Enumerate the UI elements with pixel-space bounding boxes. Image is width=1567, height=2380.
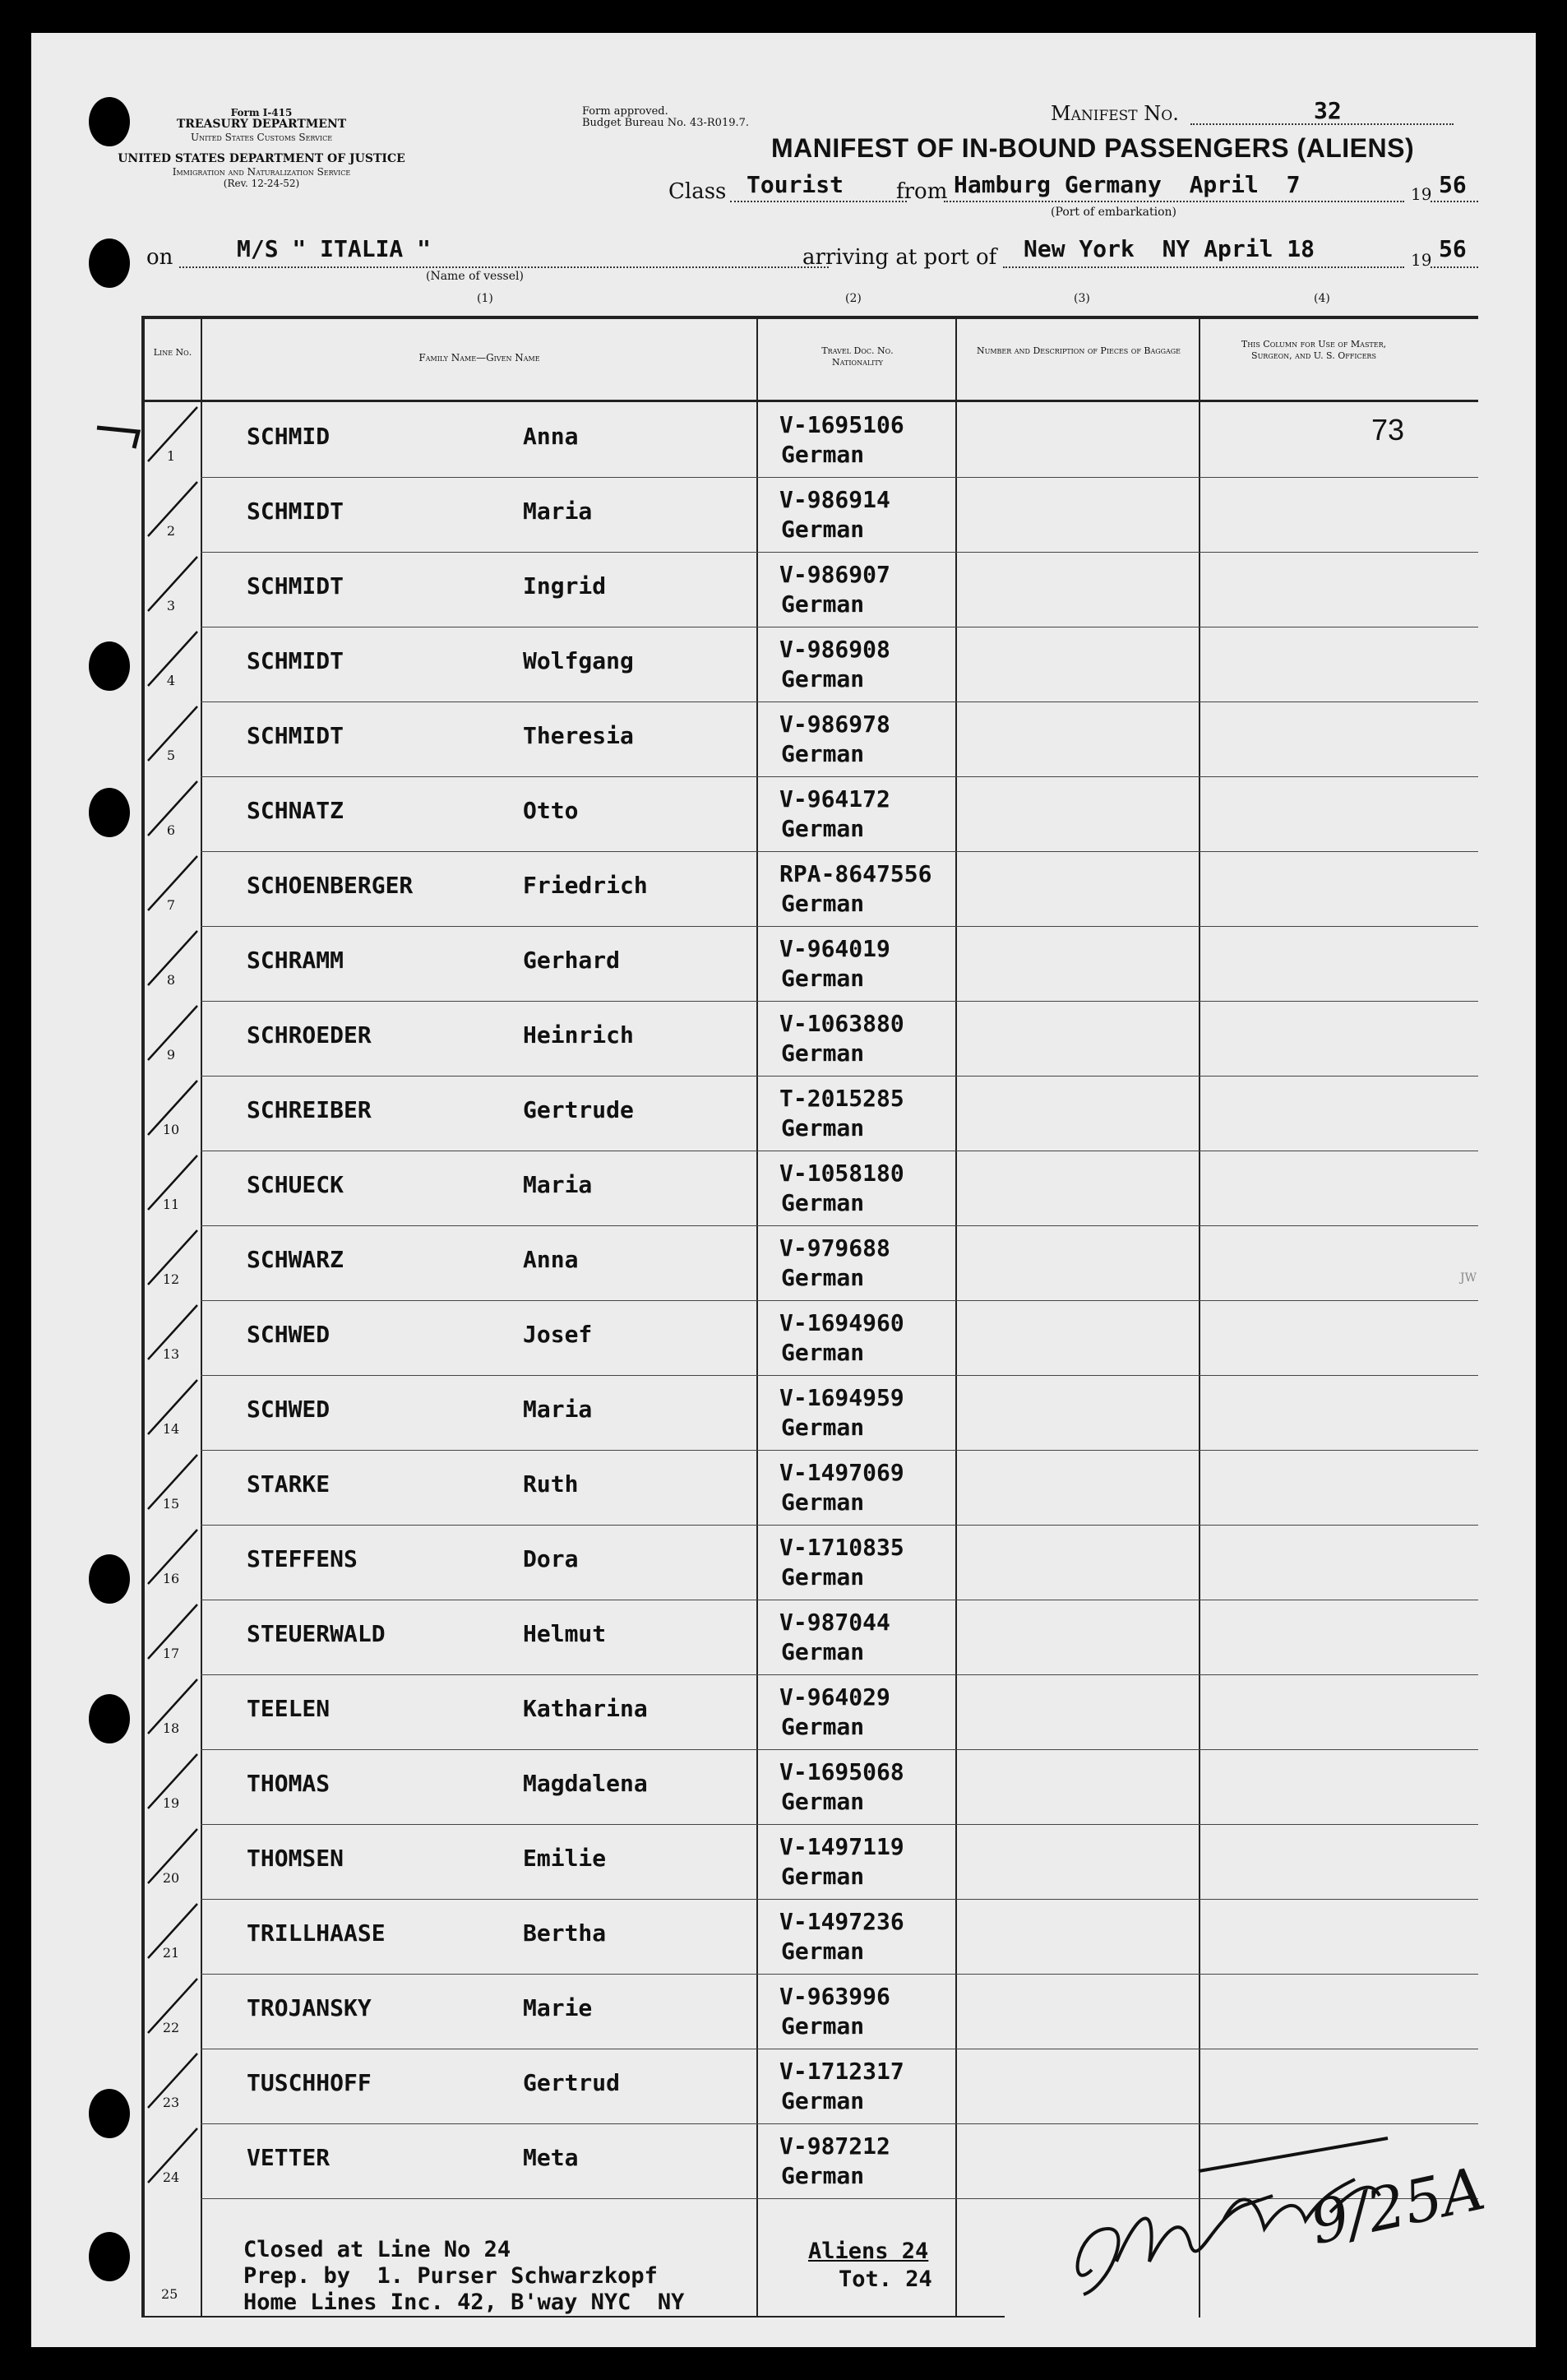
check-tick-mark [140, 1451, 214, 1526]
table-row [31, 1526, 1536, 1600]
nationality: German [781, 1638, 865, 1665]
nationality: German [781, 590, 865, 618]
check-tick-mark [140, 2124, 214, 2199]
check-tick-mark [140, 1750, 214, 1825]
check-tick-mark [140, 1301, 214, 1376]
line-number: 21 [162, 1945, 180, 1961]
table-row [31, 1077, 1536, 1151]
header-baggage: Number and Description of Pieces of Baggage [976, 345, 1181, 356]
arriving-port: New York NY April 18 [1024, 235, 1315, 262]
travel-doc-number: V-1497119 [779, 1833, 904, 1860]
check-tick-mark [140, 777, 214, 852]
family-name: SCHRAMM [247, 947, 344, 974]
table-row [31, 627, 1536, 702]
total-count: Tot. 24 [839, 2267, 932, 2292]
from-year: 56 [1439, 171, 1467, 198]
family-name: SCHMIDT [247, 647, 344, 674]
table-row [31, 1825, 1536, 1900]
given-name: Gertrude [523, 1096, 634, 1123]
travel-doc-number: V-1712317 [779, 2058, 904, 2085]
vessel-name: M/S " ITALIA " [237, 235, 432, 262]
line-number: 23 [162, 2095, 180, 2110]
check-tick-mark [140, 1226, 214, 1301]
family-name: VETTER [247, 2144, 331, 2171]
family-name: STARKE [247, 1470, 331, 1498]
check-tick-mark [140, 1975, 214, 2049]
header-travel-doc: Travel Doc. No. Nationality [821, 345, 894, 368]
check-tick-mark [140, 627, 214, 702]
line-number: 6 [166, 822, 176, 838]
budget-bureau: Budget Bureau No. 43-R019.7. [582, 117, 750, 129]
table-row [31, 403, 1536, 478]
line-number: 3 [166, 598, 176, 614]
family-name: TROJANSKY [247, 1994, 372, 2021]
travel-doc-number: V-1058180 [779, 1160, 904, 1187]
table-bottom-border [141, 2316, 1005, 2317]
class-label: Class [668, 179, 727, 204]
table-row [31, 553, 1536, 627]
family-name: SCHUECK [247, 1171, 344, 1198]
row-divider [201, 2198, 1199, 2199]
line-number: 17 [162, 1646, 180, 1661]
nationality: German [781, 965, 865, 992]
given-name: Ruth [523, 1470, 579, 1498]
travel-doc-number: V-1695068 [779, 1758, 904, 1785]
nationality: German [781, 1489, 865, 1516]
family-name: SCHOENBERGER [247, 872, 414, 899]
given-name: Ingrid [523, 572, 607, 600]
family-name: STEFFENS [247, 1545, 358, 1572]
travel-doc-number: V-1497236 [779, 1908, 904, 1935]
line-number: 1 [166, 448, 176, 464]
from-value: Hamburg Germany April 7 [954, 171, 1301, 198]
prepared-by: Prep. by 1. Purser Schwarzkopf [243, 2263, 658, 2289]
check-tick-mark [140, 1376, 214, 1451]
given-name: Dora [523, 1545, 579, 1572]
line-number: 20 [162, 1870, 180, 1886]
given-name: Magdalena [523, 1770, 648, 1797]
table-row [31, 1975, 1536, 2049]
home-lines: Home Lines Inc. 42, B'way NYC NY [243, 2290, 685, 2315]
travel-doc-number: T-2015285 [779, 1085, 904, 1112]
margin-arrow-mark [89, 403, 187, 461]
given-name: Theresia [523, 722, 634, 749]
family-name: TEELEN [247, 1695, 331, 1722]
travel-doc-number: V-1063880 [779, 1010, 904, 1037]
manifest-sheet [31, 33, 1536, 2347]
given-name: Meta [523, 2144, 579, 2171]
nationality: German [781, 1788, 865, 1815]
line-number: 5 [166, 748, 176, 763]
nationality: German [781, 2012, 865, 2040]
given-name: Gertrud [523, 2069, 621, 2096]
nationality: German [781, 1863, 865, 1890]
binder-hole [89, 97, 130, 146]
line-number: 18 [162, 1720, 180, 1736]
table-row [31, 1226, 1536, 1301]
family-name: SCHWED [247, 1396, 331, 1423]
table-row [31, 777, 1536, 852]
nationality: German [781, 516, 865, 543]
line-number: 14 [162, 1421, 180, 1437]
given-name: Josef [523, 1321, 593, 1348]
arriving-label: arriving at port of [802, 245, 997, 270]
line-number: 10 [162, 1122, 180, 1137]
given-name: Anna [523, 1246, 579, 1273]
form-number: Form I-415 [230, 107, 293, 118]
table-row [31, 1600, 1536, 1675]
given-name: Maria [523, 1396, 593, 1423]
given-name: Anna [523, 423, 579, 450]
line-number: 11 [162, 1197, 180, 1212]
line-number: 19 [162, 1795, 180, 1811]
family-name: STEUERWALD [247, 1620, 386, 1647]
travel-doc-number: V-979688 [779, 1234, 890, 1262]
nationality: German [781, 890, 865, 917]
nationality: German [781, 1339, 865, 1366]
table-row [31, 1675, 1536, 1750]
nationality: German [781, 1114, 865, 1141]
header-bottom-border [141, 400, 1478, 402]
check-tick-mark [140, 1825, 214, 1900]
arriving-year: 56 [1439, 235, 1467, 262]
closed-at-line: Closed at Line No 24 [243, 2237, 511, 2262]
table-row [31, 852, 1536, 927]
travel-doc-number: V-1695106 [779, 411, 904, 438]
nationality: German [781, 1040, 865, 1067]
revision-date: (Rev. 12-24-52) [223, 178, 300, 189]
check-tick-mark [140, 553, 214, 627]
nationality: German [781, 1414, 865, 1441]
travel-doc-number: V-1710835 [779, 1534, 904, 1561]
col-number-2: (2) [845, 292, 862, 305]
family-name: TUSCHHOFF [247, 2069, 372, 2096]
table-row [31, 1151, 1536, 1226]
table-row [31, 1002, 1536, 1077]
port-embarkation-label: (Port of embarkation) [1051, 206, 1176, 219]
customs-service: United States Customs Service [190, 132, 333, 143]
handwritten-date: 9/25A [1304, 2153, 1491, 2258]
binder-hole [89, 2232, 130, 2281]
nationality: German [781, 1189, 865, 1216]
travel-doc-number: V-1497069 [779, 1459, 904, 1486]
form-approved: Form approved. [582, 105, 668, 118]
given-name: Heinrich [523, 1021, 634, 1049]
travel-doc-number: V-986908 [779, 636, 890, 663]
table-row [31, 1451, 1536, 1526]
table-top-border [141, 316, 1478, 319]
nationality: German [781, 2087, 865, 2114]
given-name: Helmut [523, 1620, 607, 1647]
travel-doc-number: V-987044 [779, 1609, 890, 1636]
check-tick-mark [140, 1675, 214, 1750]
family-name: SCHMIDT [247, 498, 344, 525]
travel-doc-number: V-986978 [779, 711, 890, 738]
class-value: Tourist [747, 171, 844, 198]
family-name: SCHROEDER [247, 1021, 372, 1049]
family-name: THOMSEN [247, 1845, 344, 1872]
given-name: Maria [523, 498, 593, 525]
check-tick-mark [140, 1077, 214, 1151]
col-number-1: (1) [477, 292, 493, 305]
given-name: Friedrich [523, 872, 648, 899]
col-number-3: (3) [1074, 292, 1090, 305]
given-name: Gerhard [523, 947, 621, 974]
nationality: German [781, 1713, 865, 1740]
line-number: 2 [166, 523, 176, 539]
travel-doc-number: V-986914 [779, 486, 890, 513]
line-number: 13 [162, 1346, 180, 1362]
family-name: SCHMIDT [247, 722, 344, 749]
check-tick-mark [140, 1600, 214, 1675]
check-tick-mark [140, 1002, 214, 1077]
nationality: German [781, 1264, 865, 1291]
travel-doc-number: V-986907 [779, 561, 890, 588]
travel-doc-number: V-964019 [779, 935, 890, 962]
travel-doc-number: V-964172 [779, 785, 890, 813]
manifest-number: 32 [1314, 97, 1342, 124]
family-name: SCHNATZ [247, 797, 344, 824]
binder-hole [89, 238, 130, 288]
family-name: SCHREIBER [247, 1096, 372, 1123]
year-prefix: 19 [1411, 184, 1432, 204]
table-row [31, 478, 1536, 553]
check-tick-mark [140, 927, 214, 1002]
given-name: Otto [523, 797, 579, 824]
given-name: Maria [523, 1171, 593, 1198]
given-name: Bertha [523, 1919, 607, 1947]
family-name: SCHWARZ [247, 1246, 344, 1273]
given-name: Emilie [523, 1845, 607, 1872]
family-name: SCHMIDT [247, 572, 344, 600]
header-line-no: Line No. [153, 347, 192, 358]
table-row [31, 1376, 1536, 1451]
immigration-service: Immigration and Naturalization Service [172, 166, 351, 178]
nationality: German [781, 441, 865, 468]
check-tick-mark [140, 702, 214, 777]
check-tick-mark [140, 852, 214, 927]
page-title: MANIFEST OF IN-BOUND PASSENGERS (ALIENS) [771, 133, 1415, 163]
header-family-given: Family Name—Given Name [418, 352, 540, 363]
on-label: on [146, 245, 173, 270]
officer-note: 73 [1371, 413, 1405, 447]
treasury-department: TREASURY DEPARTMENT [176, 118, 347, 131]
margin-smudge: JW [1460, 1271, 1477, 1285]
table-row [31, 927, 1536, 1002]
line-number: 24 [162, 2169, 180, 2185]
check-tick-mark [140, 1526, 214, 1600]
check-tick-mark [140, 478, 214, 553]
manifest-no-label: Manifest No. [1051, 102, 1179, 125]
travel-doc-number: V-964029 [779, 1683, 890, 1711]
line-number: 9 [166, 1047, 176, 1063]
family-name: SCHMID [247, 423, 331, 450]
travel-doc-number: V-1694960 [779, 1309, 904, 1336]
given-name: Katharina [523, 1695, 648, 1722]
travel-doc-number: V-1694959 [779, 1384, 904, 1411]
year-prefix-2: 19 [1411, 250, 1432, 270]
line-number: 8 [166, 972, 176, 988]
family-name: THOMAS [247, 1770, 331, 1797]
table-row [31, 1900, 1536, 1975]
justice-department: UNITED STATES DEPARTMENT OF JUSTICE [118, 152, 405, 165]
travel-doc-number: RPA-8647556 [779, 860, 932, 887]
check-tick-mark [140, 1900, 214, 1975]
table-row [31, 1750, 1536, 1825]
line-number: 15 [162, 1496, 180, 1512]
check-tick-mark [140, 2049, 214, 2124]
nationality: German [781, 665, 865, 692]
travel-doc-number: V-963996 [779, 1983, 890, 2010]
nationality: German [781, 1563, 865, 1591]
line-number: 7 [166, 897, 176, 913]
line-number: 12 [162, 1271, 180, 1287]
family-name: TRILLHAASE [247, 1919, 386, 1947]
family-name: SCHWED [247, 1321, 331, 1348]
table-row [31, 702, 1536, 777]
from-label: from [896, 179, 948, 204]
given-name: Marie [523, 1994, 593, 2021]
vessel-label: (Name of vessel) [426, 270, 524, 283]
col-number-4: (4) [1314, 292, 1330, 305]
line-number: 25 [161, 2286, 178, 2302]
nationality: German [781, 1938, 865, 1965]
nationality: German [781, 2162, 865, 2189]
table-row [31, 1301, 1536, 1376]
line-number: 16 [162, 1571, 180, 1586]
header-officers: This Column for Use of Master, Surgeon, and U. S. Officers [1241, 339, 1387, 361]
nationality: German [781, 815, 865, 842]
line-number: 4 [166, 673, 176, 688]
aliens-count: Aliens 24 [808, 2239, 929, 2264]
check-tick-mark [140, 1151, 214, 1226]
nationality: German [781, 740, 865, 767]
travel-doc-number: V-987212 [779, 2132, 890, 2160]
line-number: 22 [162, 2020, 180, 2035]
given-name: Wolfgang [523, 647, 634, 674]
